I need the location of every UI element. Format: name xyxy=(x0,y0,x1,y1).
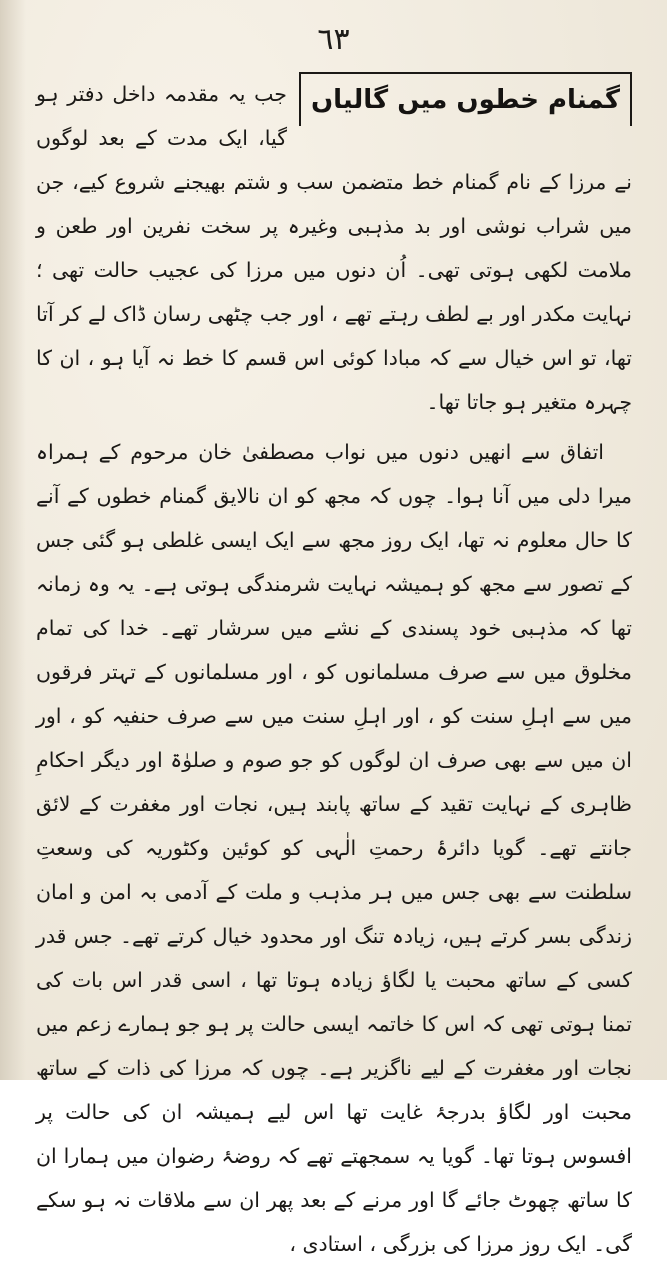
section-heading: گمنام خطوں میں گالیاں xyxy=(299,72,632,126)
page-gutter-shadow xyxy=(0,0,26,1080)
paragraph-1-text: بعد لوگوں نے مرزا کے نام گمنام خط متضمن سب و شتم بھیجنے شروع کیے، جن میں شراب نوشی اور بد مذہبی وغیرہ پر سخت نفرین اور طعن و ملامت لکھی ہوتی تھی۔ اُن دنوں میں مرزا کی عجیب حالت تھی ؛ نہایت مکدر اور بے لطف رہتے تھے ، اور جب چٹھی رسان ڈاک لے کر آتا تھا، تو اس خیال سے کہ مبادا کوئی اس قسم کا خط نہ آیا ہو ، ان کا چہرہ متغیر ہو جاتا تھا۔ xyxy=(36,126,632,414)
page-body xyxy=(36,72,632,1272)
paragraph-2: اتفاق سے انھیں دنوں میں نواب مصطفیٰ خان مرحوم کے ہمراہ میرا دلی میں آنا ہوا۔ چوں کہ مجھ کو ان نالایق گمنام خطوں کے آنے کا حال معلوم نہ تھا، ایک روز مجھ سے ایک ایسی غلطی ہو گئی جس کے تصور سے مجھ کو ہمیشہ نہایت شرمندگی ہوتی ہے۔ یہ وہ زمانہ تھا کہ مذہبی خود پسندی کے نشے میں سرشار تھے۔ خدا کی تمام مخلوق میں سے صرف مسلمانوں کو ، اور مسلمانوں کے تہتر فرقوں میں سے اہلِ سنت کو ، اور اہلِ سنت میں سے صرف حنفیہ کو ، اور ان میں سے بھی صرف ان لوگوں کو جو صوم و صلوٰۃ اور دیگر احکامِ ظاہری کے نہایت تقید کے ساتھ پابند ہیں، نجات اور مغفرت کے لائق جانتے تھے۔ گویا دائرۂ رحمتِ الٰہی کو کوئین وکٹوریہ کی وسعتِ سلطنت سے بھی جس میں ہر مذہب و ملت کے آدمی بہ امن و امان زندگی بسر کرتے ہیں، زیادہ تنگ اور محدود خیال کرتے تھے۔ جس قدر کسی کے ساتھ محبت یا لگاؤ زیادہ ہوتا تھا ، اسی قدر اس بات کی تمنا ہوتی تھی کہ اس کا خاتمہ ایسی حالت پر ہو جو ہمارے زعم میں نجات اور مغفرت کے لیے ناگزیر ہے۔ چوں کہ مرزا کی ذات کے ساتھ محبت اور لگاؤ بدرجۂ غایت تھا اس لیے ہمیشہ ان کی حالت پر افسوس ہوتا تھا۔ گویا یہ سمجھتے تھے کہ روضۂ رضوان میں ہمارا ان کا ساتھ چھوٹ جائے گا اور مرنے کے بعد پھر ان سے ملاقات نہ ہو سکے گی۔ ایک روز مرزا کی بزرگی ، استادی ، xyxy=(36,440,632,1256)
paragraph-1 xyxy=(36,72,632,424)
page-number: ٦٣ xyxy=(317,22,350,57)
paragraph-1-first-line: جب یہ مقدمہ داخل دفتر ہو گیا، ایک مدت کے xyxy=(36,82,287,150)
